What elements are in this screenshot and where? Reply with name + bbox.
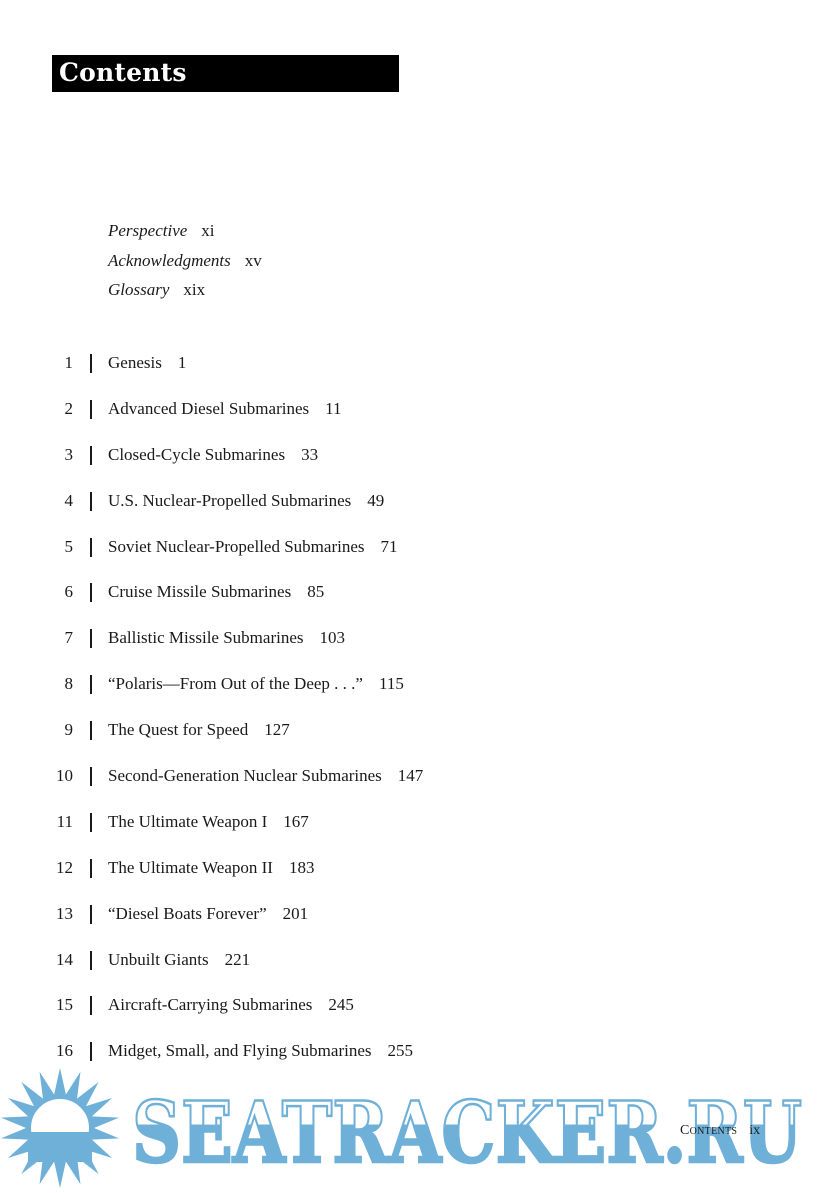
chapter-number: 7 bbox=[64, 628, 73, 648]
chapter-row bbox=[0, 948, 818, 994]
chapter-number: 9 bbox=[64, 720, 73, 740]
chapter-number: 4 bbox=[64, 490, 73, 510]
chapter-divider bbox=[90, 583, 92, 602]
chapter-title-text: The Ultimate Weapon II bbox=[108, 857, 273, 877]
front-matter-page: xix bbox=[183, 280, 206, 299]
chapter-title bbox=[108, 443, 318, 467]
chapter-divider bbox=[90, 951, 92, 970]
chapter-title-text: Second-Generation Nuclear Submarines bbox=[108, 766, 382, 786]
chapter-row bbox=[0, 764, 818, 810]
chapter-page: 255 bbox=[387, 1041, 413, 1061]
chapter-row bbox=[0, 856, 818, 902]
chapter-page: 11 bbox=[325, 398, 342, 418]
chapter-title bbox=[108, 489, 384, 513]
chapter-number: 2 bbox=[64, 398, 73, 418]
chapter-page: 201 bbox=[282, 903, 309, 923]
chapter-divider bbox=[90, 629, 92, 648]
chapter-divider bbox=[90, 859, 92, 878]
chapter-number: 5 bbox=[64, 536, 73, 556]
chapter-page: 127 bbox=[264, 720, 290, 740]
chapter-number: 14 bbox=[56, 949, 73, 969]
chapter-divider bbox=[90, 905, 92, 924]
front-matter-item bbox=[108, 219, 262, 249]
chapter-divider bbox=[90, 813, 92, 832]
chapter-title-text: Ballistic Missile Submarines bbox=[108, 628, 304, 648]
chapter-row bbox=[0, 672, 818, 718]
running-footer bbox=[680, 1121, 760, 1141]
chapter-number: 6 bbox=[64, 582, 73, 602]
front-matter-page: xi bbox=[201, 221, 215, 240]
chapter-title bbox=[108, 580, 324, 604]
chapter-page: 147 bbox=[397, 766, 424, 786]
chapter-divider bbox=[90, 996, 92, 1015]
chapter-title bbox=[108, 397, 342, 421]
chapter-page: 221 bbox=[224, 949, 251, 969]
chapter-title-text: Unbuilt Giants bbox=[108, 949, 209, 969]
chapter-number: 16 bbox=[56, 1041, 73, 1061]
page-title: Contents bbox=[59, 58, 187, 87]
chapter-title-text: Closed-Cycle Submarines bbox=[108, 444, 286, 464]
chapter-row bbox=[0, 535, 818, 581]
chapter-title-text: Soviet Nuclear-Propelled Submarines bbox=[108, 536, 365, 556]
chapter-row bbox=[0, 810, 818, 856]
front-matter-title: Perspective bbox=[108, 221, 188, 240]
chapter-page: 103 bbox=[319, 628, 345, 648]
chapter-divider bbox=[90, 1042, 92, 1061]
front-matter-page: xv bbox=[244, 250, 262, 270]
chapter-divider bbox=[90, 354, 92, 373]
chapter-title-text: Cruise Missile Submarines bbox=[108, 582, 292, 602]
chapter-number: 10 bbox=[56, 766, 73, 786]
front-matter-title: Acknowledgments bbox=[108, 250, 231, 270]
chapter-row bbox=[0, 993, 818, 1039]
chapter-page: 49 bbox=[367, 490, 385, 510]
chapter-divider bbox=[90, 446, 92, 465]
chapter-title bbox=[108, 1039, 413, 1063]
chapter-page: 183 bbox=[288, 857, 315, 877]
chapter-title-text: The Quest for Speed bbox=[108, 720, 249, 740]
chapter-title-text: U.S. Nuclear-Propelled Submarines bbox=[108, 490, 352, 510]
chapter-title-text: Aircraft-Carrying Submarines bbox=[108, 995, 313, 1015]
footer-page-number: ix bbox=[749, 1123, 761, 1138]
chapter-row bbox=[0, 489, 818, 535]
chapter-divider bbox=[90, 675, 92, 694]
chapter-page: 85 bbox=[307, 582, 325, 602]
chapter-row bbox=[0, 718, 818, 764]
front-matter-item bbox=[108, 249, 262, 279]
svg-text:SEATRACKER.RU: SEATRACKER.RU bbox=[132, 1083, 802, 1182]
chapter-divider bbox=[90, 767, 92, 786]
chapter-title bbox=[108, 351, 186, 375]
footer-label: Contents bbox=[680, 1123, 738, 1138]
chapter-divider bbox=[90, 492, 92, 511]
chapter-page: 71 bbox=[380, 536, 398, 556]
chapter-title bbox=[108, 718, 290, 742]
chapter-number: 8 bbox=[64, 674, 73, 694]
chapter-number: 12 bbox=[56, 857, 73, 877]
chapter-title bbox=[108, 672, 404, 696]
chapter-title bbox=[108, 902, 308, 926]
chapter-title bbox=[108, 764, 423, 788]
chapter-title-text: Midget, Small, and Flying Submarines bbox=[108, 1041, 372, 1061]
chapter-row bbox=[0, 902, 818, 948]
chapter-page: 167 bbox=[283, 811, 309, 831]
chapter-page: 33 bbox=[301, 444, 319, 464]
chapter-row bbox=[0, 443, 818, 489]
chapter-row bbox=[0, 580, 818, 626]
chapter-page: 245 bbox=[328, 995, 354, 1015]
contents-title-bar bbox=[52, 55, 399, 92]
chapter-title bbox=[108, 948, 250, 972]
chapter-page: 1 bbox=[177, 353, 187, 372]
chapter-number: 3 bbox=[64, 444, 73, 464]
chapter-divider bbox=[90, 721, 92, 740]
chapter-title bbox=[108, 810, 309, 834]
chapter-title-text: Genesis bbox=[108, 353, 162, 372]
chapter-title bbox=[108, 856, 314, 880]
chapter-title-text: Advanced Diesel Submarines bbox=[108, 398, 310, 418]
chapter-title bbox=[108, 535, 398, 559]
chapter-list bbox=[0, 351, 818, 1085]
chapter-row bbox=[0, 626, 818, 672]
chapter-number: 15 bbox=[56, 995, 73, 1015]
chapter-page: 115 bbox=[378, 674, 404, 694]
sun-icon bbox=[1, 1068, 119, 1188]
chapter-divider bbox=[90, 538, 92, 557]
front-matter-list bbox=[108, 219, 262, 308]
chapter-title-text: “Polaris—From Out of the Deep . . .” bbox=[108, 674, 363, 694]
chapter-title-text: “Diesel Boats Forever” bbox=[108, 903, 267, 923]
chapter-divider bbox=[90, 400, 92, 419]
chapter-row bbox=[0, 397, 818, 443]
front-matter-item bbox=[108, 278, 262, 308]
chapter-title-text: The Ultimate Weapon I bbox=[108, 811, 268, 831]
chapter-number: 1 bbox=[64, 353, 73, 372]
chapter-number: 13 bbox=[56, 903, 73, 923]
chapter-title bbox=[108, 626, 345, 650]
chapter-row bbox=[0, 351, 818, 397]
chapter-title bbox=[108, 993, 354, 1017]
chapter-number: 11 bbox=[56, 811, 73, 831]
front-matter-title: Glossary bbox=[108, 280, 170, 299]
